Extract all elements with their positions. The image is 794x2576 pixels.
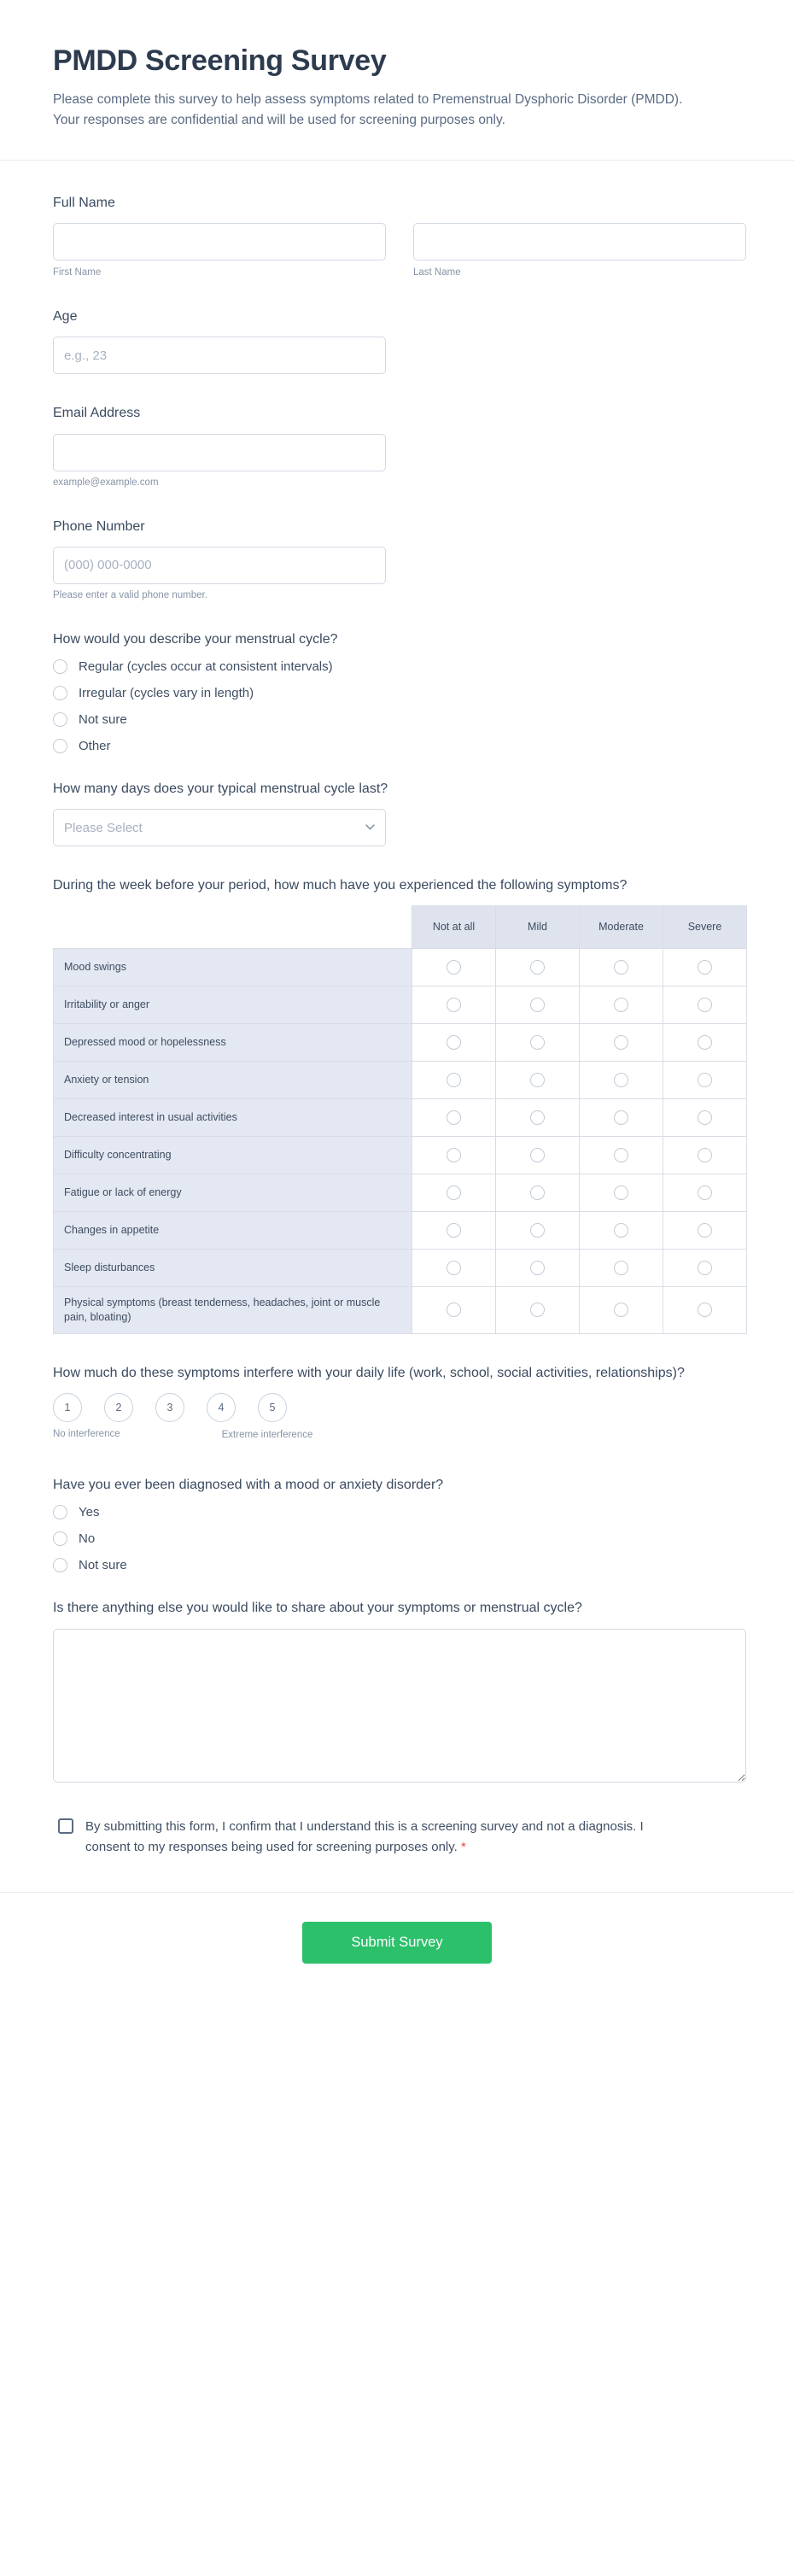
phone-label: Phone Number — [53, 518, 145, 534]
radio-circle-icon[interactable] — [698, 1303, 712, 1317]
radio-option-no[interactable] — [53, 1531, 741, 1546]
consent-group[interactable] — [53, 1817, 741, 1858]
radio-circle-icon[interactable] — [53, 712, 67, 727]
matrix-cell[interactable] — [580, 986, 663, 1024]
last-name-input[interactable] — [413, 223, 746, 261]
radio-circle-icon[interactable] — [614, 1303, 628, 1317]
matrix-cell[interactable] — [496, 1062, 580, 1099]
matrix-cell[interactable] — [412, 1137, 496, 1174]
radio-circle-icon[interactable] — [530, 1303, 545, 1317]
first-name-input[interactable] — [53, 223, 386, 261]
table-row — [54, 949, 747, 986]
radio-circle-icon[interactable] — [53, 659, 67, 674]
interference-scale-label: How much do these symptoms interfere with your daily life (work, school, social activities, relationships)? — [53, 1366, 685, 1381]
radio-circle-icon[interactable] — [614, 1110, 628, 1125]
matrix-cell[interactable] — [663, 1137, 747, 1174]
scale-point-2[interactable]: 2 — [104, 1393, 133, 1422]
radio-circle-icon[interactable] — [614, 998, 628, 1012]
radio-circle-icon[interactable] — [698, 1223, 712, 1238]
field-full-name — [53, 193, 741, 278]
matrix-cell[interactable] — [496, 1024, 580, 1062]
scale-point-3[interactable]: 3 — [155, 1393, 184, 1422]
matrix-cell[interactable] — [412, 1099, 496, 1137]
radio-label: Irregular (cycles vary in length) — [79, 685, 254, 700]
matrix-cell[interactable] — [663, 1250, 747, 1287]
radio-circle-icon[interactable] — [530, 1073, 545, 1087]
radio-circle-icon[interactable] — [53, 1505, 67, 1519]
radio-circle-icon[interactable] — [447, 1261, 461, 1275]
matrix-cell[interactable] — [663, 1099, 747, 1137]
full-name-label: Full Name — [53, 196, 115, 211]
radio-circle-icon[interactable] — [614, 1261, 628, 1275]
matrix-cell[interactable] — [496, 1099, 580, 1137]
matrix-cell[interactable] — [496, 1174, 580, 1212]
radio-label: Not sure — [79, 711, 127, 727]
first-name-sublabel: First Name — [53, 267, 102, 278]
matrix-cell[interactable] — [580, 1174, 663, 1212]
matrix-cell[interactable] — [412, 1287, 496, 1334]
table-row — [54, 1250, 747, 1287]
matrix-cell[interactable] — [663, 1212, 747, 1250]
table-row — [54, 1024, 747, 1062]
table-row — [54, 1212, 747, 1250]
form-footer — [0, 1892, 794, 1998]
matrix-col-header: Moderate — [580, 906, 663, 949]
radio-circle-icon[interactable] — [530, 1035, 545, 1050]
matrix-cell[interactable] — [412, 1212, 496, 1250]
radio-circle-icon[interactable] — [698, 1110, 712, 1125]
radio-circle-icon[interactable] — [614, 1035, 628, 1050]
radio-circle-icon[interactable] — [530, 1148, 545, 1162]
radio-option-regular[interactable] — [53, 659, 741, 674]
scale-point-4[interactable]: 4 — [207, 1393, 236, 1422]
matrix-cell[interactable] — [580, 949, 663, 986]
radio-circle-icon[interactable] — [614, 1223, 628, 1238]
radio-label: No — [79, 1531, 96, 1547]
field-email — [53, 403, 741, 487]
radio-circle-icon[interactable] — [698, 1035, 712, 1050]
email-label: Email Address — [53, 406, 141, 421]
matrix-cell[interactable] — [580, 1212, 663, 1250]
consent-label: By submitting this form, I confirm that I understand this is a screening survey and not a diagnosis. I consent to my responses being used for screening purposes only. — [85, 1818, 644, 1854]
field-diagnosis — [53, 1475, 741, 1572]
scale-legend — [53, 1429, 331, 1439]
matrix-cell[interactable] — [496, 1137, 580, 1174]
matrix-cell[interactable] — [412, 1174, 496, 1212]
table-row — [54, 1174, 747, 1212]
table-row — [54, 1137, 747, 1174]
radio-option-not-sure[interactable] — [53, 712, 741, 727]
field-interference-scale — [53, 1363, 741, 1439]
radio-circle-icon[interactable] — [698, 1261, 712, 1275]
age-label: Age — [53, 309, 78, 325]
matrix-cell[interactable] — [663, 986, 747, 1024]
form-description: Please complete this survey to help assess symptoms related to Premenstrual Dysphoric Disorder (PMDD). Your responses are confidential and will be used for screening purposes only. — [53, 92, 683, 128]
full-name-row — [53, 223, 741, 278]
radio-circle-icon[interactable] — [447, 1186, 461, 1200]
radio-label: Regular (cycles occur at consistent intervals) — [79, 659, 333, 674]
last-name-sublabel: Last Name — [413, 267, 461, 278]
consent-text — [85, 1817, 683, 1858]
matrix-row-label: Changes in appetite — [54, 1212, 412, 1250]
radio-circle-icon[interactable] — [698, 1186, 712, 1200]
matrix-cell[interactable] — [663, 1024, 747, 1062]
matrix-cell[interactable] — [580, 1287, 663, 1334]
matrix-cell[interactable] — [412, 1250, 496, 1287]
scale-point-1[interactable]: 1 — [53, 1393, 82, 1422]
table-row — [54, 1099, 747, 1137]
cycle-length-select-wrap — [53, 809, 386, 846]
radio-option-other[interactable] — [53, 739, 741, 753]
form-body — [0, 161, 794, 1858]
matrix-row-label: Depressed mood or hopelessness — [54, 1024, 412, 1062]
radio-circle-icon[interactable] — [698, 960, 712, 975]
matrix-cell[interactable] — [496, 1287, 580, 1334]
additional-info-label: Is there anything else you would like to share about your symptoms or menstrual cycle? — [53, 1601, 582, 1616]
submit-button[interactable]: Submit Survey — [302, 1922, 492, 1964]
matrix-row-label: Anxiety or tension — [54, 1062, 412, 1099]
table-row — [54, 1287, 747, 1334]
matrix-cell[interactable] — [663, 1062, 747, 1099]
radio-circle-icon[interactable] — [53, 1558, 67, 1572]
radio-circle-icon[interactable] — [53, 739, 67, 753]
radio-circle-icon[interactable] — [530, 960, 545, 975]
radio-circle-icon[interactable] — [53, 686, 67, 700]
scale-legend-high: Extreme interference — [221, 1430, 313, 1441]
email-sublabel: example@example.com — [53, 477, 159, 488]
matrix-cell[interactable] — [580, 1099, 663, 1137]
matrix-col-header: Not at all — [412, 906, 496, 949]
radio-circle-icon[interactable] — [698, 998, 712, 1012]
matrix-header-row — [54, 906, 747, 949]
table-row — [54, 986, 747, 1024]
radio-circle-icon[interactable] — [447, 1148, 461, 1162]
cycle-description-options — [53, 659, 741, 753]
phone-sublabel: Please enter a valid phone number. — [53, 589, 207, 600]
age-input[interactable] — [53, 337, 386, 374]
radio-option-not-sure[interactable] — [53, 1558, 741, 1572]
matrix-cell[interactable] — [580, 1250, 663, 1287]
radio-label: Not sure — [79, 1558, 127, 1573]
scale-point-5[interactable]: 5 — [258, 1393, 287, 1422]
matrix-corner-cell — [54, 906, 412, 949]
required-marker: * — [460, 1839, 466, 1854]
email-field[interactable] — [53, 434, 386, 471]
last-name-group — [413, 223, 746, 278]
matrix-cell[interactable] — [663, 1174, 747, 1212]
matrix-row-label: Physical symptoms (breast tenderness, headaches, joint or muscle pain, bloating) — [54, 1287, 412, 1334]
matrix-cell[interactable] — [412, 949, 496, 986]
radio-circle-icon[interactable] — [614, 1186, 628, 1200]
form-header — [0, 0, 794, 161]
radio-circle-icon[interactable] — [530, 1261, 545, 1275]
radio-circle-icon[interactable] — [447, 1073, 461, 1087]
field-symptom-matrix — [53, 875, 741, 1334]
matrix-col-header: Mild — [496, 906, 580, 949]
radio-circle-icon[interactable] — [447, 998, 461, 1012]
matrix-cell[interactable] — [412, 986, 496, 1024]
radio-circle-icon[interactable] — [53, 1531, 67, 1546]
matrix-cell[interactable] — [496, 949, 580, 986]
radio-circle-icon[interactable] — [530, 1223, 545, 1238]
symptom-matrix-label: During the week before your period, how much have you experienced the following symptoms? — [53, 878, 628, 893]
radio-label: Other — [79, 738, 111, 753]
matrix-cell[interactable] — [663, 949, 747, 986]
matrix-row-label: Difficulty concentrating — [54, 1137, 412, 1174]
matrix-row-label: Decreased interest in usual activities — [54, 1099, 412, 1137]
radio-label: Yes — [79, 1505, 100, 1520]
cycle-length-label: How many days does your typical menstrual cycle last? — [53, 781, 388, 796]
radio-circle-icon[interactable] — [614, 960, 628, 975]
cycle-description-label: How would you describe your menstrual cycle? — [53, 631, 338, 647]
field-cycle-description — [53, 629, 741, 753]
additional-info-textarea[interactable] — [53, 1629, 746, 1783]
table-row — [54, 1062, 747, 1099]
radio-circle-icon[interactable] — [447, 1223, 461, 1238]
symptom-matrix-table — [53, 905, 747, 1334]
matrix-row-label: Irritability or anger — [54, 986, 412, 1024]
matrix-row-label: Fatigue or lack of energy — [54, 1174, 412, 1212]
matrix-cell[interactable] — [412, 1024, 496, 1062]
matrix-row-label: Mood swings — [54, 949, 412, 986]
radio-circle-icon[interactable] — [530, 998, 545, 1012]
matrix-cell[interactable] — [496, 1212, 580, 1250]
radio-circle-icon[interactable] — [447, 1110, 461, 1125]
page-title: PMDD Screening Survey — [53, 44, 387, 77]
radio-circle-icon[interactable] — [530, 1186, 545, 1200]
radio-option-yes[interactable] — [53, 1505, 741, 1519]
radio-circle-icon[interactable] — [698, 1148, 712, 1162]
radio-circle-icon[interactable] — [447, 960, 461, 975]
matrix-cell[interactable] — [412, 1062, 496, 1099]
radio-circle-icon[interactable] — [447, 1303, 461, 1317]
cycle-length-select[interactable] — [53, 809, 386, 846]
phone-input[interactable] — [53, 547, 386, 584]
matrix-cell[interactable] — [663, 1287, 747, 1334]
matrix-cell[interactable] — [496, 1250, 580, 1287]
matrix-cell[interactable] — [580, 1137, 663, 1174]
radio-circle-icon[interactable] — [614, 1073, 628, 1087]
matrix-cell[interactable] — [496, 986, 580, 1024]
diagnosis-label: Have you ever been diagnosed with a mood or anxiety disorder? — [53, 1478, 444, 1493]
radio-option-irregular[interactable] — [53, 686, 741, 700]
first-name-group — [53, 223, 386, 278]
matrix-cell[interactable] — [580, 1024, 663, 1062]
field-age — [53, 307, 741, 374]
field-additional-info — [53, 1598, 741, 1782]
radio-circle-icon[interactable] — [614, 1148, 628, 1162]
radio-circle-icon[interactable] — [447, 1035, 461, 1050]
matrix-row-label: Sleep disturbances — [54, 1250, 412, 1287]
consent-checkbox[interactable] — [58, 1818, 73, 1834]
field-phone — [53, 517, 741, 600]
scale-legend-low: No interference — [53, 1429, 120, 1440]
matrix-col-header: Severe — [663, 906, 747, 949]
field-cycle-length — [53, 779, 741, 846]
scale-row — [53, 1393, 741, 1422]
diagnosis-options — [53, 1505, 741, 1572]
interference-scale-wrap — [53, 1393, 741, 1439]
matrix-cell[interactable] — [580, 1062, 663, 1099]
radio-circle-icon[interactable] — [698, 1073, 712, 1087]
radio-circle-icon[interactable] — [530, 1110, 545, 1125]
